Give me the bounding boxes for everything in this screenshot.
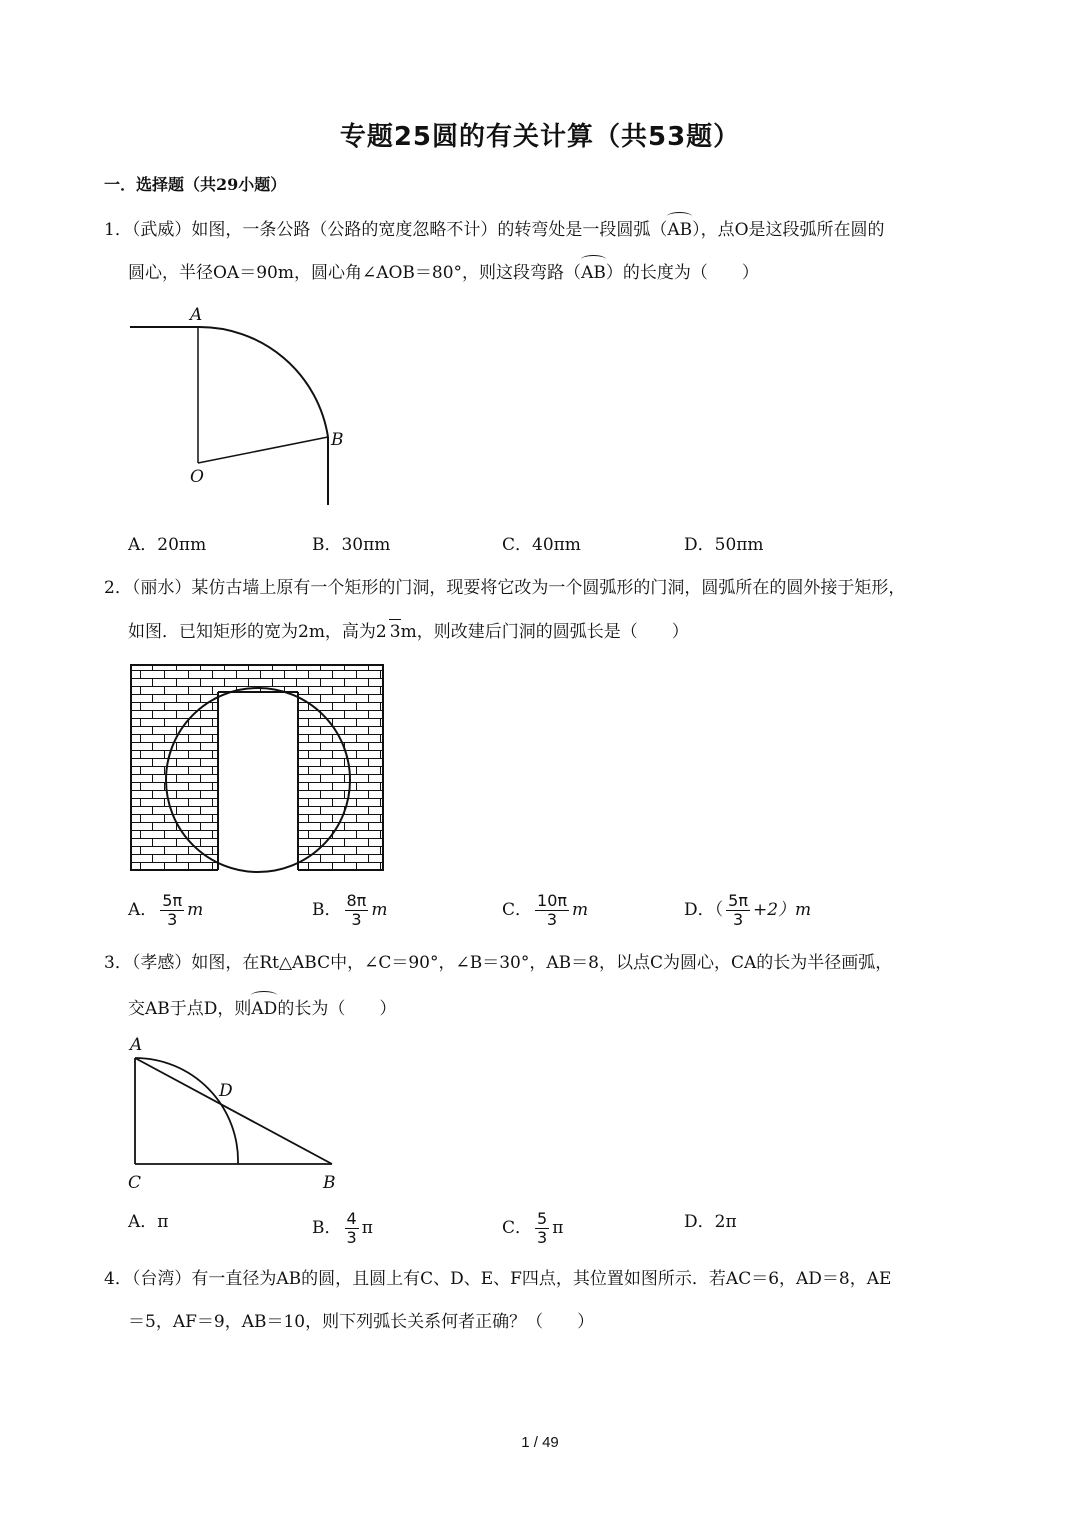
q1-text-2b: ）的长度为（ ） — [605, 263, 759, 283]
page-number: 1 / 49 — [521, 1434, 559, 1451]
q1-label-o: O — [190, 467, 204, 487]
q1-text-1a: 1．（武威）如图，一条公路（公路的宽度忽略不计）的转弯处是一段圆弧（ — [104, 220, 668, 240]
q3-option-a[interactable]: A．π — [128, 1212, 169, 1232]
q3-option-d[interactable]: D．2π — [684, 1212, 737, 1232]
q3-arc — [135, 1058, 238, 1164]
q3-label-c: C — [128, 1173, 142, 1193]
q1-label-b: B — [331, 430, 344, 450]
q4-line2: ＝5，AF＝9，AB＝10，则下列弧长关系何者正确？（ ） — [128, 1312, 595, 1332]
q3-option-b[interactable]: B． $\frac{4}{3}$ π — [312, 1209, 373, 1247]
q2-sqrt: 3 — [389, 619, 401, 644]
q1-road-arc — [198, 327, 328, 437]
q1-text-2a: 圆心，半径OA＝90m，圆心角∠AOB＝80°，则这段弯路（ — [128, 263, 582, 283]
q3-arc-ad: AD — [251, 995, 277, 1021]
q1-text-1b: ），点O是这段弧所在圆的 — [692, 220, 885, 240]
q2-option-d[interactable]: D．（ $\frac{5\pi}{3}$ +2）m — [684, 891, 812, 929]
q2-text-2a: 如图．已知矩形的宽为2m，高为2 — [128, 622, 387, 642]
q1-line2 — [128, 259, 759, 285]
q1-arc-ab: AB — [667, 216, 692, 242]
q1-figure — [120, 300, 360, 510]
q1-option-a[interactable]: A．20πm — [128, 535, 207, 555]
q2-option-b[interactable]: B． $\frac{8\pi}{3}$ m — [312, 891, 388, 929]
q3-side-ab — [135, 1058, 332, 1164]
q2-line1: 2．（丽水）某仿古墙上原有一个矩形的门洞，现要将它改为一个圆弧形的门洞，圆弧所在的圆外接于矩形， — [104, 578, 906, 598]
q4-line1: 4．（台湾）有一直径为AB的圆，且圆上有C、D、E、F四点，其位置如图所示．若AC＝6，AD＝8，AE — [104, 1269, 892, 1289]
q3-text-2b: 的长为（ ） — [277, 999, 397, 1019]
q3-label-d: D — [219, 1081, 233, 1101]
q3-label-b: B — [323, 1173, 336, 1193]
q3-line1: 3．（孝感）如图，在Rt△ABC中，∠C＝90°，∠B＝30°，AB＝8，以点C为圆心，CA的长为半径画弧， — [104, 953, 893, 973]
q1-option-d[interactable]: D．50πm — [684, 535, 764, 555]
q1-option-c[interactable]: C．40πm — [502, 535, 581, 555]
page-title: 专题25圆的有关计算（共53题） — [339, 122, 741, 152]
q3-figure — [120, 1030, 360, 1200]
q1-radius-ob — [198, 437, 328, 463]
q2-option-c[interactable]: C． $\frac{10\pi}{3}$ m — [502, 891, 589, 929]
q3-option-c[interactable]: C． $\frac{5}{3}$ π — [502, 1209, 564, 1247]
q2-figure — [128, 662, 388, 874]
q2-line2 — [128, 619, 689, 644]
q1-label-a: A — [190, 305, 203, 325]
q2-text-2b: m，则改建后门洞的圆弧长是（ ） — [400, 622, 689, 642]
section-heading: 一．选择题（共29小题） — [104, 175, 287, 194]
q3-label-a: A — [130, 1035, 143, 1055]
q1-arc-ab-2: AB — [581, 259, 606, 285]
q2-door-opening — [218, 692, 298, 872]
q3-text-2a: 交AB于点D，则 — [128, 999, 252, 1019]
q3-line2 — [128, 995, 396, 1021]
q1-line1 — [104, 216, 885, 242]
q1-option-b[interactable]: B．30πm — [312, 535, 391, 555]
q2-option-a[interactable]: A． $\frac{5\pi}{3}$ m — [128, 891, 204, 929]
